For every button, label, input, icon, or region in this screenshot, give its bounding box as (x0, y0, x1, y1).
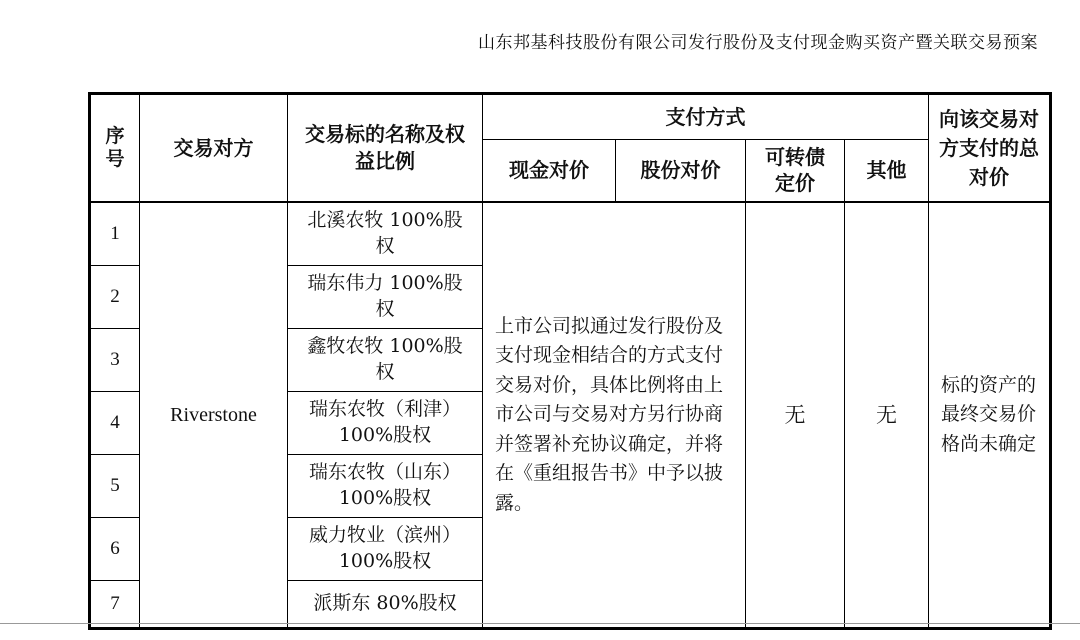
header-counterparty: 交易对方 (140, 94, 288, 203)
seq-cell: 7 (90, 581, 140, 629)
header-asset (288, 94, 483, 203)
seq-cell: 5 (90, 455, 140, 518)
asset-cell (288, 581, 483, 629)
convertible-value-cell: 无 (746, 202, 845, 629)
seq-cell: 4 (90, 392, 140, 455)
asset-text: 派斯东 80%股权 (313, 592, 457, 615)
seq-cell: 2 (90, 266, 140, 329)
asset-cell (288, 455, 483, 518)
transaction-table (88, 92, 1052, 630)
payment-description-cell: 上市公司拟通过发行股份及支付现金相结合的方式支付交易对价，具体比例将由上市公司与交易对方另行协商并签署补充协议确定，并将在《重组报告书》中予以披露。 (483, 202, 746, 629)
asset-cell (288, 266, 483, 329)
header-asset-text: 交易标的名称及权益比例 (305, 122, 465, 173)
document-header: 山东邦基科技股份有限公司发行股份及支付现金购买资产暨关联交易预案 (478, 33, 1038, 53)
asset-text: 威力牧业（滨州）100%股权 (308, 524, 461, 572)
header-total-text: 向该交易对方支付的总对价 (939, 106, 1039, 189)
header-row-1 (90, 94, 1051, 140)
header-convertible-text: 可转债定价 (765, 145, 825, 195)
header-payment-method: 支付方式 (483, 94, 929, 140)
total-value-cell: 标的资产的最终交易价格尚未确定 (929, 202, 1051, 629)
header-shares: 股份对价 (616, 140, 746, 203)
asset-cell (288, 202, 483, 266)
seq-cell: 1 (90, 202, 140, 266)
header-cash: 现金对价 (483, 140, 616, 203)
table-row (90, 202, 1051, 266)
header-seq (90, 94, 140, 203)
asset-cell (288, 392, 483, 455)
header-convertible (746, 140, 845, 203)
header-seq-text: 序号 (105, 125, 125, 170)
seq-cell: 6 (90, 518, 140, 581)
header-total (929, 94, 1051, 203)
other-value-cell: 无 (845, 202, 929, 629)
header-other: 其他 (845, 140, 929, 203)
seq-cell: 3 (90, 329, 140, 392)
asset-cell (288, 329, 483, 392)
asset-text: 北溪农牧 100%股权 (307, 209, 463, 257)
counterparty-cell: Riverstone (140, 202, 288, 629)
asset-text: 瑞东农牧（山东）100%股权 (308, 461, 461, 509)
page-bottom-edge (0, 623, 1080, 624)
asset-text: 鑫牧农牧 100%股权 (307, 335, 463, 383)
asset-text: 瑞东伟力 100%股权 (307, 272, 463, 320)
asset-cell (288, 518, 483, 581)
asset-text: 瑞东农牧（利津）100%股权 (308, 398, 461, 446)
